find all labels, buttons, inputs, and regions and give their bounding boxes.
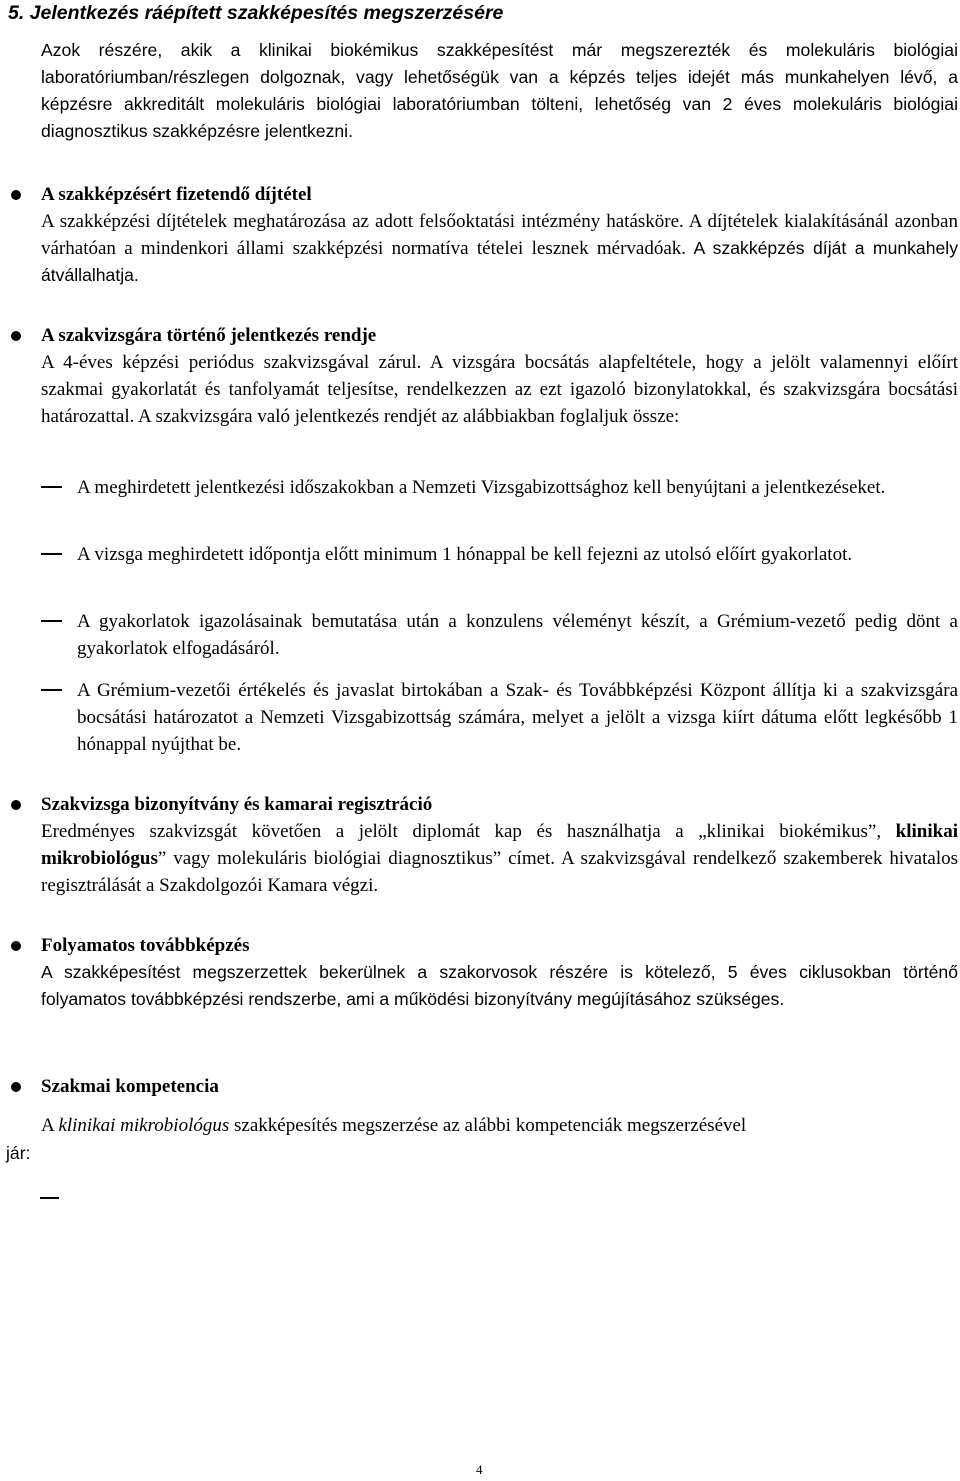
exam-paragraph: A 4-éves képzési periódus szakvizsgával zárul. A vizsgára bocsátás alapfeltétele, hogy a jelölt valamennyi előírt szakmai gyakorlatát és tanfolyamát teljesítse, rendelkezzen az ezt igazoló bizonylatokkal, és szakvizsgára bocsátási határozattal. A szakvizsgára való jelentkezés rendjét az alábbiakban foglaljuk össze:	[41, 352, 958, 427]
fee-text-serif: A szakképzési díjtételek meghatározása az adott felsőoktatási intézmény hatásköre. A díjtételek kialakításánál azonban várhatóan a mindenkori állami szakképzési normatíva tételei lesznek mérvadóak.	[41, 211, 958, 259]
dash-marker	[41, 620, 62, 622]
bullet-icon	[11, 1082, 21, 1092]
page-number: 4	[476, 1462, 483, 1477]
certificate-text-end: ” vagy molekuláris biológiai diagnosztikus” címet. A szakvizsgával rendelkező szakemberek hivatalos regisztrálását a Szakdolgozói Kamara végzi.	[41, 848, 958, 896]
fee-title: A szakképzésért fizetendő díjtétel	[41, 184, 312, 205]
competence-text-start: A	[41, 1115, 59, 1136]
fee-paragraph	[41, 208, 958, 289]
exam-item-text: A gyakorlatok igazolásainak bemutatása után a konzulens véleményt készít, a Grémium-vezető pedig dönt a gyakorlatok elfogadásáról.	[77, 611, 958, 659]
dash-marker	[41, 486, 62, 488]
certificate-title: Szakvizsga bizonyítvány és kamarai regisztráció	[41, 794, 433, 815]
bullet-icon	[11, 331, 21, 341]
bullet-icon	[11, 800, 21, 810]
competence-continuation: jár:	[6, 1143, 31, 1163]
bullet-icon	[11, 941, 21, 951]
bullet-icon	[11, 190, 21, 200]
exam-item-text: A meghirdetett jelentkezési időszakokban a Nemzeti Vizsgabizottsághoz kell benyújtani a jelentkezéseket.	[77, 477, 886, 498]
competence-text-end: szakképesítés megszerzése az alábbi kompetenciák megszerzésével	[229, 1115, 747, 1136]
competence-title: Szakmai kompetencia	[41, 1076, 219, 1097]
dash-marker	[41, 689, 62, 691]
exam-item-text: A Grémium-vezetői értékelés és javaslat birtokában a Szak- és Továbbképzési Központ állítja ki a szakvizsgára bocsátási határozatot a Nemzeti Vizsgabizottság számára, melyet a jelölt a vizsga kiírt dátuma előtt legkésőbb 1 hónappal nyújthat be.	[77, 680, 958, 755]
exam-item-text: A vizsga meghirdetett időpontja előtt minimum 1 hónappal be kell fejezni az utolsó előírt gyakorlatot.	[77, 544, 853, 565]
cpd-title: Folyamatos továbbképzés	[41, 935, 250, 956]
dash-marker	[41, 553, 62, 555]
cpd-paragraph: A szakképesítést megszerzettek bekerülnek a szakorvosok részére is kötelező, 5 éves ciklusokban történő folyamatos továbbképzési rendszerbe, ami a működési bizonyítvány megújításához szükséges.	[41, 962, 958, 1009]
competence-text-italic: klinikai mikrobiológus	[58, 1115, 230, 1136]
intro-paragraph: Azok részére, akik a klinikai biokémikus szakképesítést már megszerezték és molekuláris biológiai laboratóriumban/részlegen dolgoznak, vagy lehetőségük van a képzés teljes idejét más munkahelyen lévő, a képzésre akkreditált molekuláris biológiai laboratóriumban tölteni, lehetőség van 2 éves molekuláris biológiai diagnosztikus szakképzésre jelentkezni.	[41, 40, 958, 141]
dash-marker	[40, 1197, 59, 1199]
section-heading: 5. Jelentkezés ráépített szakképesítés megszerzésére	[8, 2, 504, 24]
certificate-text-start: Eredményes szakvizsgát követően a jelölt diplomát kap és használhatja a „klinikai biokémikus”,	[41, 821, 896, 842]
exam-title: A szakvizsgára történő jelentkezés rendje	[41, 325, 377, 346]
competence-paragraph	[41, 1112, 746, 1139]
certificate-paragraph	[41, 818, 958, 899]
certificate-text-bold: klinikai mikrobiológus	[41, 821, 958, 869]
fee-text-sans: A szakképzés díját a munkahely átvállalhatja.	[41, 238, 958, 285]
